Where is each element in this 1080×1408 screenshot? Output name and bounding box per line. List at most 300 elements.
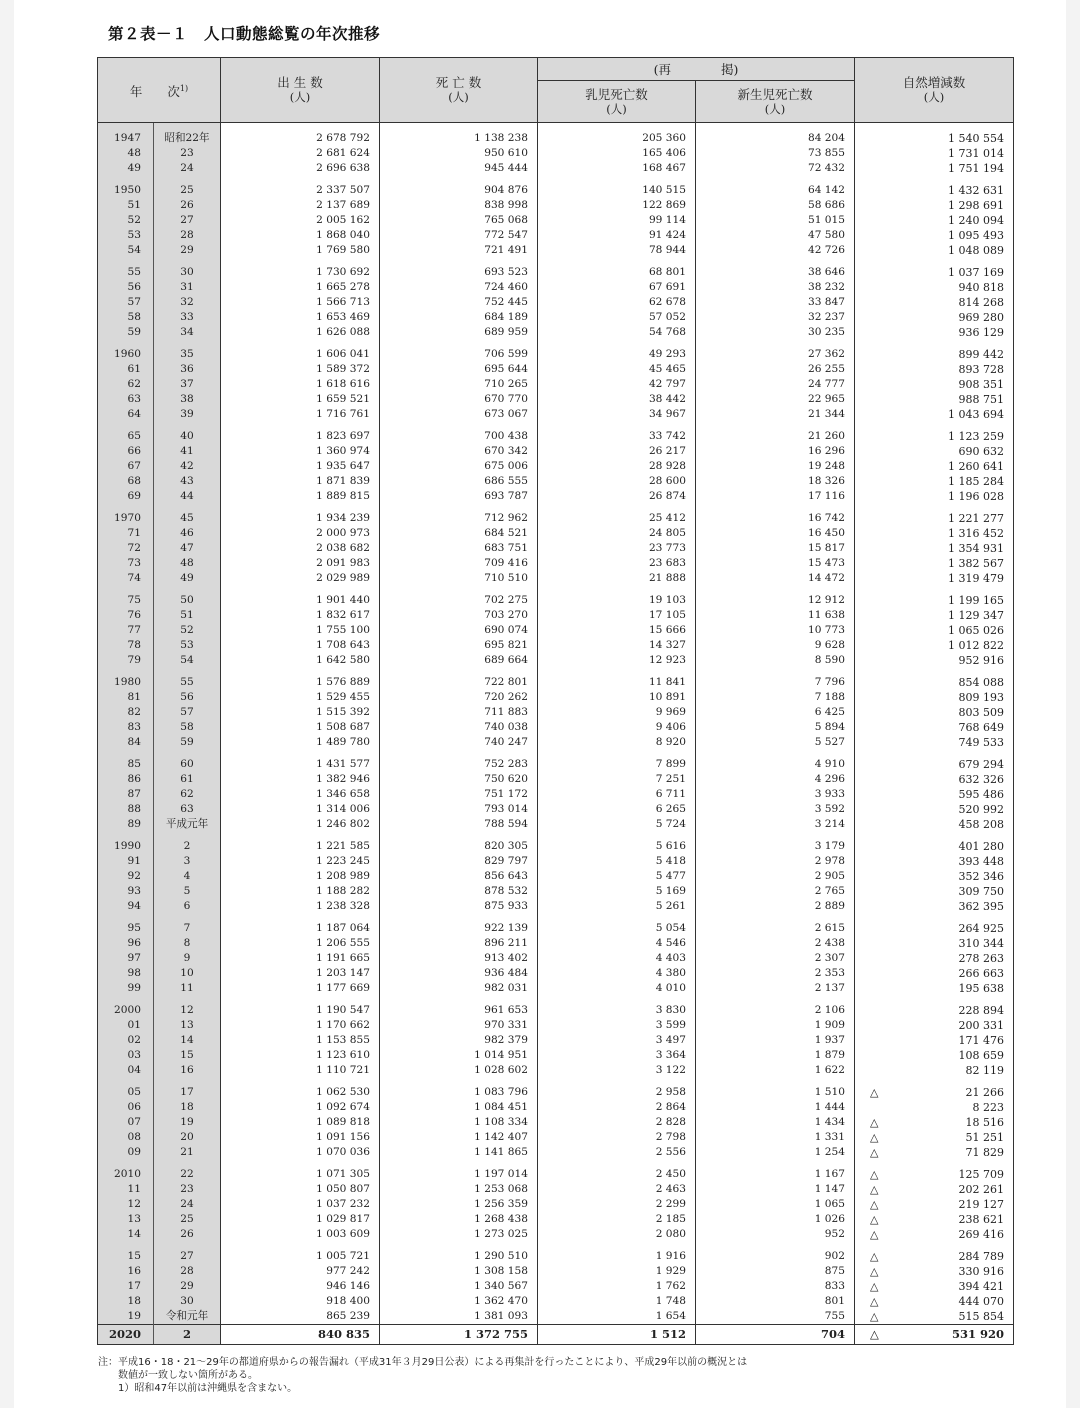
table-row [98, 802, 1014, 817]
deaths-cell: 1 014 951 [380, 1048, 538, 1063]
natural-change-value: 1 043 694 [948, 408, 1005, 421]
births-cell: 1 188 282 [221, 884, 380, 899]
neonatal-deaths-cell: 1 879 [696, 1048, 855, 1063]
infant-deaths-cell: 122 869 [538, 198, 696, 213]
negative-marker: △ [870, 1213, 879, 1226]
births-cell: 1 050 807 [221, 1182, 380, 1197]
births-cell: 1 005 721 [221, 1242, 380, 1264]
infant-deaths-cell: 5 054 [538, 914, 696, 936]
infant-deaths-cell: 34 967 [538, 407, 696, 422]
neonatal-deaths-cell: 3 933 [696, 787, 855, 802]
negative-marker: △ [870, 1295, 879, 1308]
infant-deaths-cell: 5 477 [538, 869, 696, 884]
era-cell: 11 [154, 981, 221, 996]
era-cell: 19 [154, 1115, 221, 1130]
era-cell: 17 [154, 1078, 221, 1100]
natural-change-cell [855, 340, 1014, 362]
year-cell: 06 [98, 1100, 154, 1115]
era-cell: 25 [154, 176, 221, 198]
neonatal-deaths-cell: 2 615 [696, 914, 855, 936]
neonatal-deaths-cell: 47 580 [696, 228, 855, 243]
deaths-cell: 695 644 [380, 362, 538, 377]
infant-deaths-cell: 4 403 [538, 951, 696, 966]
year-cell: 85 [98, 750, 154, 772]
natural-change-value: 458 208 [958, 818, 1005, 831]
natural-change-cell [855, 1264, 1014, 1279]
births-cell: 1 206 555 [221, 936, 380, 951]
infant-deaths-cell: 165 406 [538, 146, 696, 161]
year-cell: 92 [98, 869, 154, 884]
natural-change-cell [855, 951, 1014, 966]
year-cell: 75 [98, 586, 154, 608]
year-cell: 59 [98, 325, 154, 340]
infant-deaths-cell: 38 442 [538, 392, 696, 407]
neonatal-deaths-cell: 64 142 [696, 176, 855, 198]
deaths-cell: 878 532 [380, 884, 538, 899]
header-deaths-unit: (人) [448, 90, 469, 104]
natural-change-cell [855, 638, 1014, 653]
footnote-line: 1）昭和47年以前は沖縄県を含まない。 [98, 1382, 298, 1394]
neonatal-deaths-cell: 1 510 [696, 1078, 855, 1100]
natural-change-cell [855, 526, 1014, 541]
year-cell: 86 [98, 772, 154, 787]
era-cell: 59 [154, 735, 221, 750]
births-cell: 2 678 792 [221, 123, 380, 147]
era-cell: 48 [154, 556, 221, 571]
deaths-cell: 689 959 [380, 325, 538, 340]
deaths-cell: 970 331 [380, 1018, 538, 1033]
header-infant-unit: (人) [606, 101, 627, 116]
infant-deaths-cell: 54 768 [538, 325, 696, 340]
deaths-cell: 945 444 [380, 161, 538, 176]
births-cell: 1 153 855 [221, 1033, 380, 1048]
natural-change-cell [855, 325, 1014, 340]
natural-change-value: 1 751 194 [948, 162, 1005, 175]
era-cell: 3 [154, 854, 221, 869]
table-row [98, 504, 1014, 526]
natural-change-value: 1 129 347 [948, 609, 1005, 622]
natural-change-value: 908 351 [958, 378, 1005, 391]
table-row [98, 653, 1014, 668]
natural-change-value: 1 221 277 [948, 512, 1005, 525]
era-cell: 36 [154, 362, 221, 377]
neonatal-deaths-cell: 33 847 [696, 295, 855, 310]
year-cell: 61 [98, 362, 154, 377]
natural-change-value: 352 346 [958, 870, 1005, 883]
natural-change-value: 632 326 [958, 773, 1005, 786]
neonatal-deaths-cell: 15 817 [696, 541, 855, 556]
negative-marker: △ [870, 1131, 879, 1144]
natural-change-cell [855, 1242, 1014, 1264]
natural-change-value: 125 709 [958, 1168, 1005, 1181]
infant-deaths-cell: 17 105 [538, 608, 696, 623]
natural-change-cell [855, 1197, 1014, 1212]
year-cell: 2010 [98, 1160, 154, 1182]
natural-change-cell [855, 489, 1014, 504]
year-cell: 64 [98, 407, 154, 422]
era-cell: 53 [154, 638, 221, 653]
table-row [98, 407, 1014, 422]
era-cell: 58 [154, 720, 221, 735]
infant-deaths-cell: 1 916 [538, 1242, 696, 1264]
natural-change-value: 940 818 [958, 281, 1005, 294]
births-cell: 1 576 889 [221, 668, 380, 690]
era-cell: 56 [154, 690, 221, 705]
year-cell: 99 [98, 981, 154, 996]
natural-change-value: 309 750 [958, 885, 1005, 898]
births-cell: 1 221 585 [221, 832, 380, 854]
footnotes [98, 1357, 747, 1395]
natural-change-cell [855, 1309, 1014, 1325]
infant-deaths-cell: 5 616 [538, 832, 696, 854]
infant-deaths-cell: 14 327 [538, 638, 696, 653]
deaths-cell: 686 555 [380, 474, 538, 489]
natural-change-cell [855, 1048, 1014, 1063]
deaths-cell: 896 211 [380, 936, 538, 951]
era-cell: 2 [154, 832, 221, 854]
table-row [98, 1160, 1014, 1182]
natural-change-value: 82 119 [965, 1064, 1005, 1077]
deaths-cell: 982 031 [380, 981, 538, 996]
table-row [98, 377, 1014, 392]
year-cell: 71 [98, 526, 154, 541]
deaths-cell: 922 139 [380, 914, 538, 936]
era-cell: 14 [154, 1033, 221, 1048]
header-births [221, 58, 380, 123]
births-cell: 1 029 817 [221, 1212, 380, 1227]
natural-change-value: 264 925 [958, 922, 1005, 935]
neonatal-deaths-cell: 1 147 [696, 1182, 855, 1197]
infant-deaths-cell: 45 465 [538, 362, 696, 377]
births-cell: 1 823 697 [221, 422, 380, 444]
infant-deaths-cell: 2 299 [538, 1197, 696, 1212]
table-row [98, 1212, 1014, 1227]
year-cell: 09 [98, 1145, 154, 1160]
natural-change-cell [855, 653, 1014, 668]
births-cell: 1 529 455 [221, 690, 380, 705]
era-cell: 30 [154, 1294, 221, 1309]
deaths-cell: 936 484 [380, 966, 538, 981]
era-cell: 昭和22年 [154, 123, 221, 147]
year-cell: 16 [98, 1264, 154, 1279]
era-cell: 令和元年 [154, 1309, 221, 1325]
footnote-line: 数値が一致しない箇所がある。 [98, 1369, 258, 1381]
natural-change-value: 219 127 [958, 1198, 1005, 1211]
births-cell: 1 071 305 [221, 1160, 380, 1182]
deaths-cell: 710 510 [380, 571, 538, 586]
natural-change-value: 310 344 [958, 937, 1005, 950]
neonatal-deaths-cell: 1 909 [696, 1018, 855, 1033]
deaths-cell: 709 416 [380, 556, 538, 571]
deaths-cell: 670 342 [380, 444, 538, 459]
year-cell: 03 [98, 1048, 154, 1063]
natural-change-value: 809 193 [958, 691, 1005, 704]
era-cell: 52 [154, 623, 221, 638]
natural-change-value: 1 095 493 [948, 229, 1005, 242]
header-births-label: 出 生 数 [277, 75, 323, 90]
year-cell: 73 [98, 556, 154, 571]
natural-change-value: 284 789 [958, 1250, 1005, 1263]
deaths-cell: 1 273 025 [380, 1227, 538, 1242]
neonatal-deaths-cell: 1 065 [696, 1197, 855, 1212]
natural-change-cell [855, 1325, 1014, 1345]
natural-change-cell [855, 1033, 1014, 1048]
era-cell: 37 [154, 377, 221, 392]
infant-deaths-cell: 1 748 [538, 1294, 696, 1309]
header-natural-label: 自然増減数 [902, 75, 966, 90]
year-cell: 53 [98, 228, 154, 243]
infant-deaths-cell: 1 929 [538, 1264, 696, 1279]
births-cell: 977 242 [221, 1264, 380, 1279]
infant-deaths-cell: 9 969 [538, 705, 696, 720]
era-cell: 57 [154, 705, 221, 720]
infant-deaths-cell: 57 052 [538, 310, 696, 325]
infant-deaths-cell: 42 797 [538, 377, 696, 392]
natural-change-cell [855, 459, 1014, 474]
era-cell: 31 [154, 280, 221, 295]
year-cell: 65 [98, 422, 154, 444]
era-cell: 23 [154, 1182, 221, 1197]
era-cell: 45 [154, 504, 221, 526]
births-cell: 1 935 647 [221, 459, 380, 474]
year-cell: 2020 [98, 1325, 154, 1345]
natural-change-value: 969 280 [958, 311, 1005, 324]
table-row [98, 787, 1014, 802]
natural-change-cell [855, 802, 1014, 817]
infant-deaths-cell: 25 412 [538, 504, 696, 526]
natural-change-cell [855, 362, 1014, 377]
table-row [98, 735, 1014, 750]
infant-deaths-cell: 33 742 [538, 422, 696, 444]
natural-change-cell [855, 1182, 1014, 1197]
era-cell: 63 [154, 802, 221, 817]
natural-change-cell [855, 720, 1014, 735]
infant-deaths-cell: 11 841 [538, 668, 696, 690]
neonatal-deaths-cell: 4 910 [696, 750, 855, 772]
natural-change-cell [855, 474, 1014, 489]
table-row [98, 474, 1014, 489]
infant-deaths-cell: 21 888 [538, 571, 696, 586]
era-cell: 23 [154, 146, 221, 161]
natural-change-cell [855, 772, 1014, 787]
year-cell: 13 [98, 1212, 154, 1227]
era-cell: 2 [154, 1325, 221, 1345]
infant-deaths-cell: 6 265 [538, 802, 696, 817]
neonatal-deaths-cell: 42 726 [696, 243, 855, 258]
era-cell: 6 [154, 899, 221, 914]
deaths-cell: 1 268 438 [380, 1212, 538, 1227]
deaths-cell: 904 876 [380, 176, 538, 198]
births-cell: 1 871 839 [221, 474, 380, 489]
era-cell: 22 [154, 1160, 221, 1182]
era-cell: 55 [154, 668, 221, 690]
era-cell: 61 [154, 772, 221, 787]
era-cell: 9 [154, 951, 221, 966]
deaths-cell: 693 523 [380, 258, 538, 280]
infant-deaths-cell: 5 724 [538, 817, 696, 832]
infant-deaths-cell: 3 122 [538, 1063, 696, 1078]
table-body [98, 123, 1014, 1345]
neonatal-deaths-cell: 2 889 [696, 899, 855, 914]
year-cell: 05 [98, 1078, 154, 1100]
neonatal-deaths-cell: 1 937 [696, 1033, 855, 1048]
year-cell: 78 [98, 638, 154, 653]
natural-change-cell [855, 1115, 1014, 1130]
table-row [98, 1018, 1014, 1033]
year-cell: 19 [98, 1309, 154, 1325]
infant-deaths-cell: 4 546 [538, 936, 696, 951]
deaths-cell: 684 521 [380, 526, 538, 541]
year-cell: 84 [98, 735, 154, 750]
natural-change-value: 1 065 026 [948, 624, 1005, 637]
year-cell: 51 [98, 198, 154, 213]
natural-change-cell [855, 854, 1014, 869]
deaths-cell: 1 084 451 [380, 1100, 538, 1115]
deaths-cell: 683 751 [380, 541, 538, 556]
births-cell: 1 091 156 [221, 1130, 380, 1145]
births-cell: 1 716 761 [221, 407, 380, 422]
era-cell: 10 [154, 966, 221, 981]
neonatal-deaths-cell: 51 015 [696, 213, 855, 228]
neonatal-deaths-cell: 21 260 [696, 422, 855, 444]
deaths-cell: 689 664 [380, 653, 538, 668]
year-cell: 98 [98, 966, 154, 981]
header-deaths [380, 58, 538, 123]
natural-change-cell [855, 243, 1014, 258]
era-cell: 5 [154, 884, 221, 899]
year-cell: 68 [98, 474, 154, 489]
year-cell: 95 [98, 914, 154, 936]
header-neonatal [696, 81, 855, 123]
natural-change-cell [855, 1294, 1014, 1309]
deaths-cell: 722 801 [380, 668, 538, 690]
infant-deaths-cell: 24 805 [538, 526, 696, 541]
era-cell: 8 [154, 936, 221, 951]
year-cell: 58 [98, 310, 154, 325]
births-cell: 1 868 040 [221, 228, 380, 243]
births-cell: 1 589 372 [221, 362, 380, 377]
natural-change-value: 1 382 567 [948, 557, 1005, 570]
table-row [98, 556, 1014, 571]
natural-change-value: 202 261 [958, 1183, 1005, 1196]
infant-deaths-cell: 2 450 [538, 1160, 696, 1182]
year-cell: 1990 [98, 832, 154, 854]
natural-change-value: 108 659 [958, 1049, 1005, 1062]
births-cell: 1 755 100 [221, 623, 380, 638]
table-row [98, 750, 1014, 772]
table-row [98, 832, 1014, 854]
natural-change-cell [855, 422, 1014, 444]
header-infant [538, 81, 696, 123]
neonatal-deaths-cell: 8 590 [696, 653, 855, 668]
infant-deaths-cell: 19 103 [538, 586, 696, 608]
year-cell: 88 [98, 802, 154, 817]
natural-change-value: 1 260 641 [948, 460, 1005, 473]
births-cell: 918 400 [221, 1294, 380, 1309]
neonatal-deaths-cell: 24 777 [696, 377, 855, 392]
infant-deaths-cell: 7 251 [538, 772, 696, 787]
deaths-cell: 1 083 796 [380, 1078, 538, 1100]
infant-deaths-cell: 28 600 [538, 474, 696, 489]
natural-change-cell [855, 377, 1014, 392]
deaths-cell: 690 074 [380, 623, 538, 638]
deaths-cell: 982 379 [380, 1033, 538, 1048]
neonatal-deaths-cell: 1 331 [696, 1130, 855, 1145]
era-cell: 28 [154, 1264, 221, 1279]
infant-deaths-cell: 4 010 [538, 981, 696, 996]
births-cell: 1 170 662 [221, 1018, 380, 1033]
neonatal-deaths-cell: 17 116 [696, 489, 855, 504]
births-cell: 1 223 245 [221, 854, 380, 869]
table-row [98, 668, 1014, 690]
year-cell: 12 [98, 1197, 154, 1212]
year-cell: 1950 [98, 176, 154, 198]
neonatal-deaths-cell: 1 444 [696, 1100, 855, 1115]
era-cell: 26 [154, 198, 221, 213]
year-cell: 54 [98, 243, 154, 258]
infant-deaths-cell: 2 463 [538, 1182, 696, 1197]
births-cell: 1 003 609 [221, 1227, 380, 1242]
neonatal-deaths-cell: 30 235 [696, 325, 855, 340]
neonatal-deaths-cell: 16 742 [696, 504, 855, 526]
neonatal-deaths-cell: 2 905 [696, 869, 855, 884]
year-cell: 1980 [98, 668, 154, 690]
era-cell: 51 [154, 608, 221, 623]
table-row [98, 705, 1014, 720]
neonatal-deaths-cell: 27 362 [696, 340, 855, 362]
natural-change-cell [855, 1018, 1014, 1033]
natural-change-value: 952 916 [958, 654, 1005, 667]
era-cell: 33 [154, 310, 221, 325]
neonatal-deaths-cell: 10 773 [696, 623, 855, 638]
year-cell: 07 [98, 1115, 154, 1130]
era-cell: 43 [154, 474, 221, 489]
natural-change-cell [855, 176, 1014, 198]
table-row [98, 772, 1014, 787]
neonatal-deaths-cell: 1 434 [696, 1115, 855, 1130]
neonatal-deaths-cell: 16 296 [696, 444, 855, 459]
table-row [98, 146, 1014, 161]
year-cell: 48 [98, 146, 154, 161]
infant-deaths-cell: 2 798 [538, 1130, 696, 1145]
table-row [98, 1048, 1014, 1063]
year-cell: 66 [98, 444, 154, 459]
neonatal-deaths-cell: 1 622 [696, 1063, 855, 1078]
natural-change-cell [855, 280, 1014, 295]
infant-deaths-cell: 8 920 [538, 735, 696, 750]
infant-deaths-cell: 3 497 [538, 1033, 696, 1048]
year-cell: 89 [98, 817, 154, 832]
infant-deaths-cell: 78 944 [538, 243, 696, 258]
natural-change-cell [855, 1160, 1014, 1182]
year-cell: 67 [98, 459, 154, 474]
natural-change-cell [855, 996, 1014, 1018]
year-cell: 56 [98, 280, 154, 295]
births-cell: 2 696 638 [221, 161, 380, 176]
natural-change-cell [855, 817, 1014, 832]
year-cell: 96 [98, 936, 154, 951]
infant-deaths-cell: 23 773 [538, 541, 696, 556]
infant-deaths-cell: 2 828 [538, 1115, 696, 1130]
births-cell: 1 089 818 [221, 1115, 380, 1130]
deaths-cell: 711 883 [380, 705, 538, 720]
births-cell: 946 146 [221, 1279, 380, 1294]
infant-deaths-cell: 10 891 [538, 690, 696, 705]
table-row [98, 1033, 1014, 1048]
natural-change-cell [855, 407, 1014, 422]
natural-change-cell [855, 146, 1014, 161]
header-infant-label: 乳児死亡数 [585, 86, 648, 102]
